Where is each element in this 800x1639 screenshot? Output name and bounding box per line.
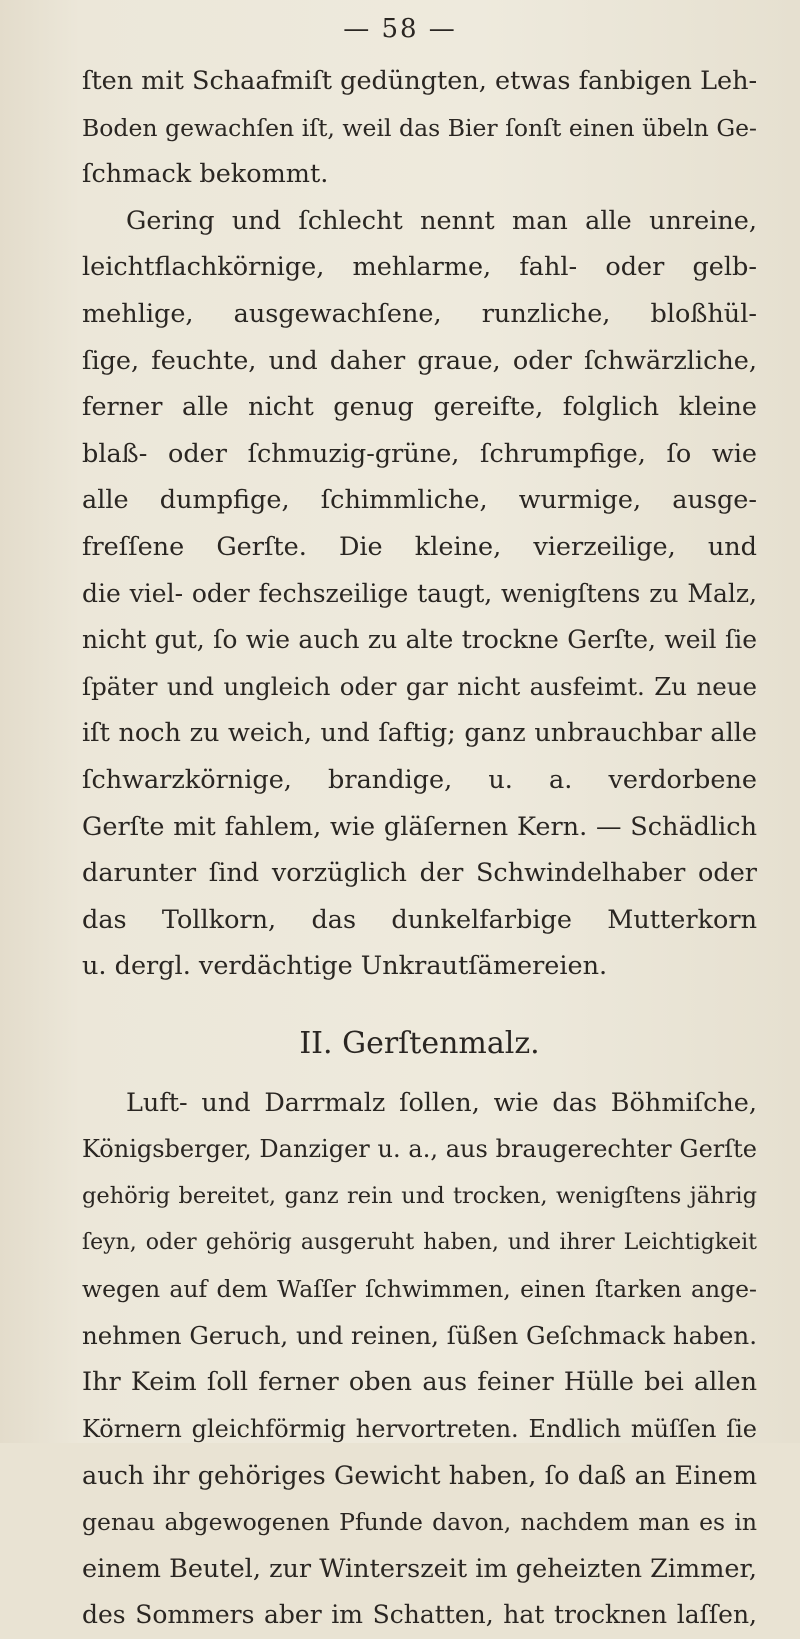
- text-line: ſpäter und ungleich oder gar nicht ausfeimt. Zu neue: [82, 671, 757, 701]
- text-line: freſſene Gerſte. Die kleine, vierzeilige, und: [82, 531, 757, 562]
- text-line: ſeyn, oder gehörig ausgeruht haben, und ihrer Leichtigkeit: [82, 1229, 757, 1255]
- text-line: blaß- oder ſchmuzig-grüne, ſchrumpfige, ſo wie: [82, 438, 757, 469]
- page-number: — 58 —: [343, 14, 457, 44]
- section-heading: II. Gerſtenmalz.: [299, 1025, 540, 1061]
- text-line: ſchwarzkörnige, brandige, u. a. verdorbene: [82, 764, 757, 795]
- text-line: einem Beutel, zur Winterszeit im geheizten Zimmer,: [82, 1553, 757, 1584]
- text-line: Königsberger, Danziger u. a., aus braugerechter Gerſte: [82, 1135, 757, 1164]
- text-line: u. dergl. verdächtige Unkrautſämereien.: [82, 951, 608, 982]
- text-line: Gerſte mit fahlem, wie gläſernen Kern. — Schädlich: [82, 811, 757, 842]
- text-line: auch ihr gehöriges Gewicht haben, ſo daß an Einem: [82, 1460, 757, 1491]
- text-line: ſten mit Schaafmiſt gedüngten, etwas fanbigen Leh-: [82, 66, 757, 96]
- text-line: wegen auf dem Waſſer ſchwimmen, einen ſtarken ange-: [82, 1275, 757, 1304]
- text-line: genau abgewogenen Pfunde davon, nachdem man es in: [82, 1508, 757, 1537]
- text-line: mehlige, ausgewachſene, runzliche, bloßhül-: [82, 298, 757, 329]
- text-line: des Sommers aber im Schatten, hat trocknen laſſen,: [82, 1600, 757, 1630]
- text-line: nicht gut, ſo wie auch zu alte trockne Gerſte, weil ſie: [82, 625, 757, 655]
- text-line: darunter ſind vorzüglich der Schwindelhaber oder: [82, 858, 757, 889]
- text-line: ſige, feuchte, und daher graue, oder ſchwärzliche,: [82, 345, 757, 376]
- text-line: Boden gewachſen iſt, weil das Bier ſonſt einen übeln Ge-: [82, 113, 757, 142]
- text-line: Körnern gleichförmig hervortreten. Endlich müſſen ſie: [82, 1415, 757, 1444]
- text-line: das Tollkorn, das dunkelfarbige Mutterkorn: [82, 904, 757, 935]
- text-line: ferner alle nicht genug gereifte, folglich kleine: [82, 392, 757, 423]
- text-line: die viel- oder fechszeilige taugt, wenigſtens zu Malz,: [82, 578, 757, 608]
- text-line: nehmen Geruch, und reinen, ſüßen Geſchmack haben.: [82, 1320, 757, 1350]
- paragraph-2: [82, 1080, 757, 1639]
- paragraph-1: [82, 58, 757, 990]
- text-line: leichtflachkörnige, mehlarme, fahl- oder gelb-: [82, 252, 757, 283]
- text-line: alle dumpfige, ſchimmliche, wurmige, ausge-: [82, 485, 757, 516]
- text-line: Ihr Keim ſoll ferner oben aus feiner Hülle bei allen: [82, 1367, 757, 1398]
- text-line: Luft- und Darrmalz ſollen, wie das Böhmiſche,: [126, 1087, 757, 1118]
- text-line: Gering und ſchlecht nennt man alle unreine,: [126, 205, 757, 236]
- text-line: gehörig bereitet, ganz rein und trocken, wenigſtens jährig: [82, 1183, 757, 1210]
- text-line: iſt noch zu weich, und ſaftig; ganz unbrauchbar alle: [82, 718, 757, 749]
- body-text: [82, 58, 757, 1639]
- text-line: ſchmack bekommt.: [82, 159, 329, 190]
